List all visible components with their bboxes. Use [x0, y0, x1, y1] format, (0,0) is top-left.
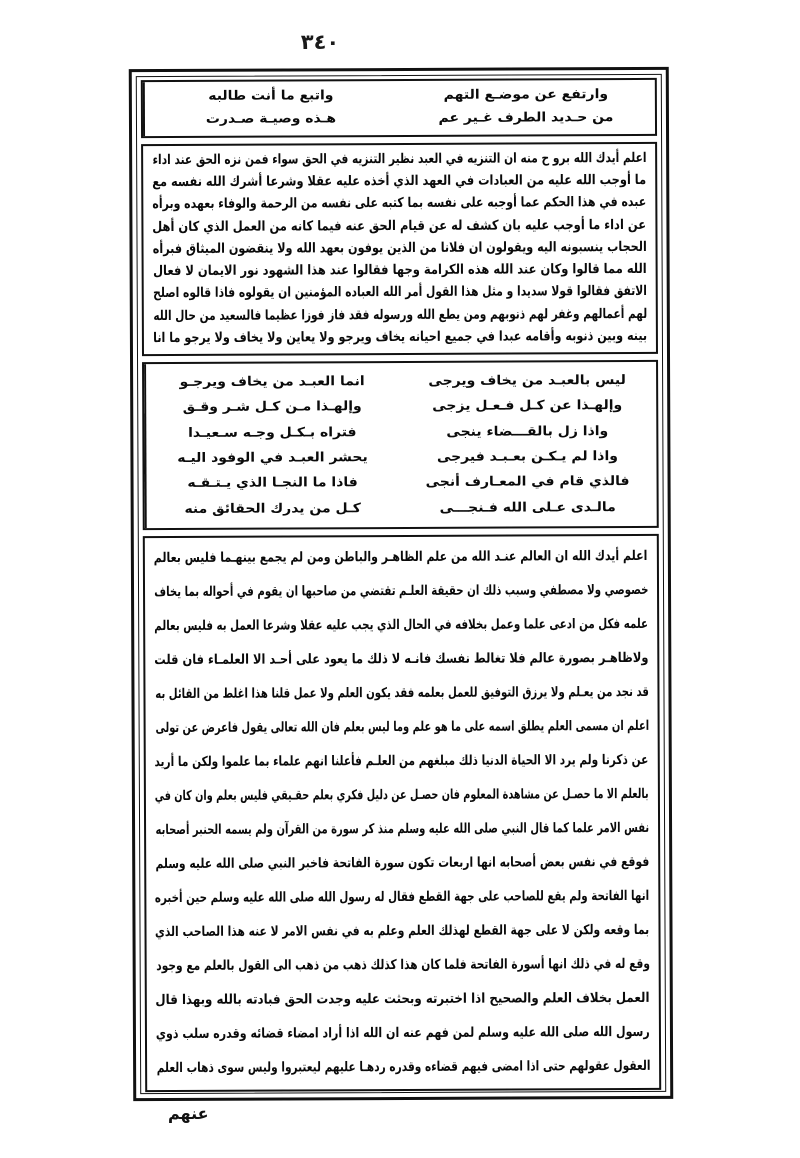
poem-verse-line: انما العبـد من يخاف ويرجـو: [179, 374, 365, 390]
prose-line: نفس الامر علما كما قال النبي صلى الله عليه وسلم منذ كر سورة من القرآن ولم يسمه الحنبر أصحابه: [155, 819, 650, 839]
prose-line: العقول عقولهم حتى اذا امضى فيهم قضاءه وقدره ردهـا عليهم ليعتبروا وليس سوى ذهاب العلم: [156, 1057, 651, 1077]
prose-line: عبده في هذا الحكم عما أوجبه على نفسه بما كتبه على نفسه من الرحمة والوفاء بعهده وبرأه: [152, 194, 647, 213]
prose-line: انها الفاتحة ولم يقع للصاحب على جهة القطع فقال له رسول الله صلى الله عليه وسلم حين أخبره: [155, 887, 650, 907]
poem-box: [142, 360, 659, 530]
header-verse-line: هـذه وصيـة صـدرت: [205, 110, 337, 127]
prose-line: العمل بخلاف العلم والصحيح اذا اختبرته وبحثت عليه وجدت الحق فبادته بالله وبهذا قال: [155, 989, 650, 1009]
prose-line: الاتفق فقالوا قولا سديدا و مثل هذا القول أمر الله العباده المؤمنين ان يقولوه فاذا قالوه اصلح: [152, 283, 647, 302]
prose-line: وقع له في ذلك انها أسورة الفاتحة فلما كان هذا كذلك ذهب من ذهب الى القول بالعلم مع وجود: [155, 955, 650, 975]
poem-verse-line: فاذا ما النجـا الذي يـتـقـه: [187, 475, 358, 492]
prose-line: رسول الله صلى الله عليه وسلم لمن فهم عنه ان الله اذا أراد امضاء قضائه وقدره سلب ذوي: [156, 1023, 650, 1043]
poem-verse-line: فتراه بـكـل وجـه سـعيـدا: [188, 424, 357, 441]
prose-line: لهم أعمالهم وغفر لهم ذنوبهم ومن يطع الله ورسوله فقد فاز فوزا عظيما فالسعيد من حال الله: [152, 305, 647, 324]
page-frame: [129, 67, 673, 1101]
poem-verse-line: يحشر العبـد في الوفود اليـه: [177, 450, 368, 466]
poem-verse-line: ليس بالعبـد من يخاف ويرجى: [428, 372, 626, 389]
prose-line: عن ذكرنا ولم يرد الا الحياة الدنيا ذلك مبلغهم من العلـم فأعلنا انهم علماء بما علموا ولكن ما أريد: [154, 751, 649, 771]
poem-verse-line: واذا لم يـكـن بعـبـد فيرجى: [436, 448, 618, 465]
prose-block-one: [141, 142, 658, 356]
prose-line: اعلم أيدك الله برو ح منه ان التنزيه في العبد نظير التنزيه في الحق سواء فمن نزه الحق عند اداء: [152, 149, 647, 169]
header-verse-line: من حـديد الطرف غـير عم: [438, 109, 614, 126]
catchword: عنهم: [168, 1104, 209, 1123]
prose-line: خصوصي ولا مصطفي وسبب ذلك ان حقيقة العلـم تقتضي من صاحبها ان يقوم في أحواله بما يخاف: [153, 581, 649, 601]
prose-block-two: [143, 534, 661, 1092]
prose-line: اعلم ان مسمى العلم يطلق اسمه على ما هو علم وما ليس بعلم فان الله تعالى يقول فاعرض عن تولى: [154, 717, 649, 737]
poem-verse-line: كـل من يدرك الحقائق منه: [184, 500, 361, 517]
prose-line: فوقع في نفس بعض أصحابه انها اربعات تكون سورة الفاتحة فاخبر النبي صلى الله عليه وسلم: [155, 853, 650, 873]
poem-verse-line: فالذي قام في المعـارف أنجى: [425, 474, 630, 491]
header-verse-line: وارتفع عن موضـع التهم: [443, 87, 609, 104]
header-couplet-left-column: [399, 80, 655, 135]
prose-line: اعلم أيدك الله ان العالم عنـد الله من علم الظاهـر والباطن ومن لم يجمع بينهـما فليس بعالم: [154, 547, 648, 567]
prose-line: ما أوجب الله عليه من العبادات في العهد الذي أخذه عليه عقلا وشرعا أشرك الله نفسه مع: [152, 172, 647, 191]
prose-line: الله مما قالوا وكان عند الله هذه الكرامة وجها فقالوا عند هذا الشهود نور الايمان لا فعال: [152, 261, 647, 280]
poem-verse-line: وإلهـذا مـن كـل شـر وقـق: [182, 399, 362, 416]
poem-verse-line: واذا زل بالقـــضاء ينجى: [446, 423, 609, 440]
poem-verse-line: وإلهـذا عن كـل فـعـل يزجى: [432, 398, 623, 415]
prose-line: بالعلم الا ما حصـل عن مشاهدة المعلوم فان حصـل عن دليل فكري بعلم حقـيقي فليس بعلم وان كان في: [155, 785, 649, 805]
header-verse-line: واتبع ما أنت طالبه: [208, 88, 334, 105]
prose-line: ولاظاهـر بصورة عالم فلا تغالط نفسك فانـه لا ذلك ما يعود على أحـد الا العلمـاء فان قلت: [154, 649, 649, 669]
prose-line: الحجاب ينسبونه اليه ويقولون ان فلانا من الذين يوفون بعهد الله ولا ينقضون الميثاق فبرأه: [152, 238, 647, 257]
header-couplet-right-column: [143, 81, 399, 136]
poem-right-column: [144, 363, 401, 528]
poem-verse-line: مالـدى عـلى الله فـنجـــى: [439, 499, 616, 516]
prose-line: قد نجد من يعـلم ولا يرزق التوفيق للعمل بعلمه فقد يكون العلم ولا عمل قلنا هذا اغلط من القائل به: [154, 683, 649, 703]
prose-line: علمه فكل من ادعى علما وعمل بخلافه في الحال الذي يجب عليه عقلا وشرعا العمل به فليس بعالم: [154, 615, 649, 635]
prose-line: بينه وبين ذنوبه وأقامه عبدا في جميع احيانه يخاف ويرجو ولا يعاين ولا يخاف ولا يرجو ما انا: [152, 327, 647, 346]
prose-line: عن اداء ما أوجب عليه بان كشف له عن قيام الحق عنه فيما كانه من العمل الذي كان أهل: [152, 216, 647, 235]
header-couplet-box: [141, 78, 657, 138]
poem-left-column: [400, 362, 657, 527]
page-number: ٣٤٠: [300, 30, 340, 54]
prose-line: بما وقعه ولكن لا على جهة القطع لهذلك العلم وعلم به في نفس الامر لا عنه هذا الصاحب الذي: [155, 921, 650, 941]
